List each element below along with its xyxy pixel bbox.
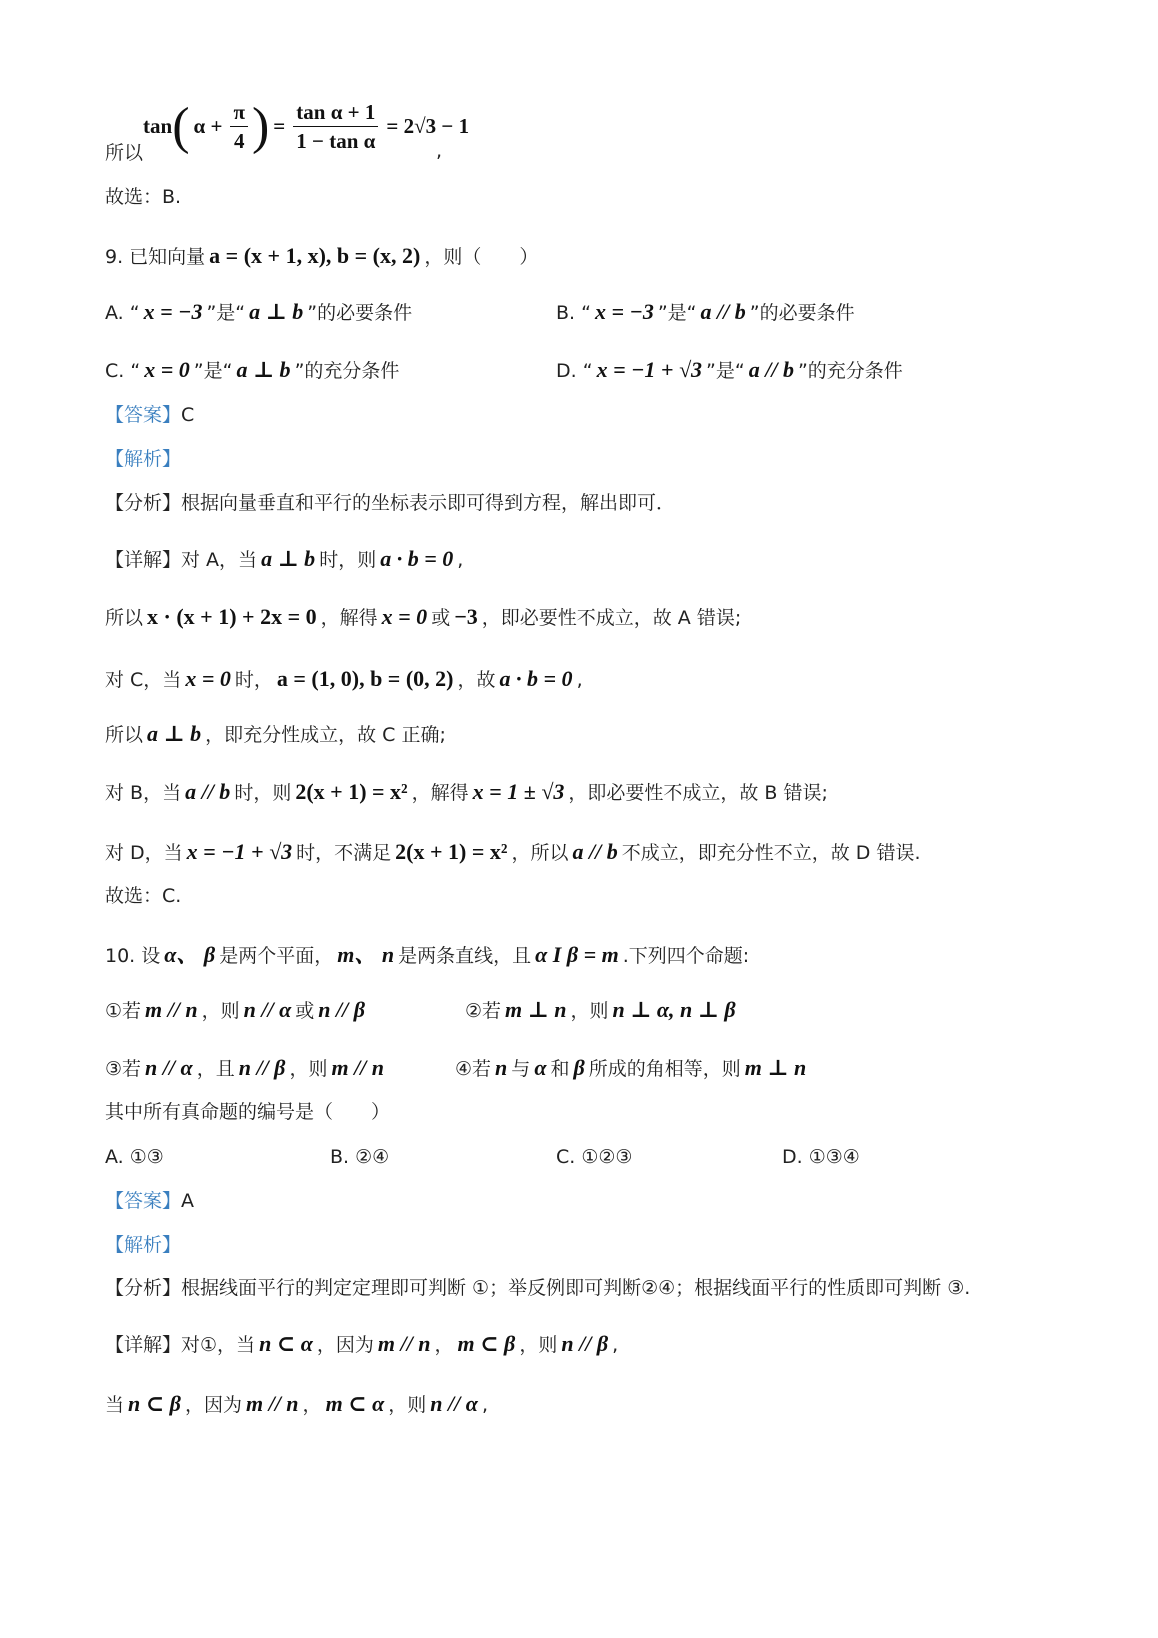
q10-p4-math2: α	[534, 1055, 547, 1080]
q9-optd-tail: ”的充分条件	[797, 360, 903, 382]
q9-optb-math2: a // b	[700, 299, 746, 324]
q10-d1-a: 对①，当	[181, 1334, 256, 1356]
q9-d1-math1: a ⊥ b	[261, 546, 316, 571]
q9-d4-b: ，即充分性成立，故 C 正确;	[205, 724, 446, 746]
q10-p4-a: ④若	[455, 1058, 492, 1080]
q9-fenxi	[105, 488, 675, 515]
q10-jiexi	[105, 1230, 181, 1257]
q9-d6-d: 不成立，即充分性不立，故 D 错误.	[621, 842, 921, 864]
q10-p1-math3: n // β	[318, 997, 366, 1022]
q9-d3-math2: a = (1, 0), b = (0, 2)	[276, 666, 454, 691]
q9-stem-suffix: ，则（ ）	[424, 246, 539, 268]
q9-option-c	[105, 356, 399, 383]
q10-detail-tag: 【详解】	[105, 1334, 182, 1356]
q9-d6-a: 对 D，当	[105, 842, 183, 864]
q10-fenxi	[105, 1273, 970, 1300]
q9-optc-tail: ”的充分条件	[294, 360, 400, 382]
q10-d1-math1: n ⊂ α	[259, 1331, 313, 1356]
q9-fenxi-text: 根据向量垂直和平行的坐标表示即可得到方程，解出即可．	[181, 492, 676, 514]
q10-choice-d	[782, 1146, 860, 1168]
q10-d2-math3: m ⊂ α	[325, 1391, 385, 1416]
tan-formula	[143, 98, 469, 155]
q10-choice-c	[556, 1146, 632, 1168]
q9-optd-label: D. “	[556, 360, 593, 382]
formula-four: 4	[233, 129, 245, 153]
formula-den: 1 − tan α	[296, 129, 376, 153]
q9-answer-value: C	[181, 404, 195, 426]
q9-stem	[105, 242, 538, 269]
q9-d2-d: ，即必要性不成立，故 A 错误;	[481, 607, 742, 629]
q10-stem-math1: α、 β	[164, 942, 216, 967]
q9-d5-d: ，即必要性不成立，故 B 错误;	[568, 782, 828, 804]
q9-d4-a: 所以	[105, 724, 144, 746]
q10-prop-3	[105, 1054, 388, 1081]
q10-choice-c-text: C. ①②③	[556, 1146, 633, 1168]
text-suoyi: 所以	[105, 142, 144, 164]
q9-choose	[105, 881, 181, 908]
q10-answer-value: A	[181, 1190, 195, 1212]
q9-detail-3	[105, 665, 583, 692]
q10-p4-math3: β	[573, 1055, 585, 1080]
text-comma: ,	[436, 140, 443, 162]
formula-num: tan α + 1	[293, 98, 378, 127]
q9-detail-4	[105, 720, 446, 747]
q10-detail-1	[105, 1330, 618, 1357]
q10-p3-math3: m // n	[331, 1055, 385, 1080]
q10-prop-2	[465, 996, 740, 1023]
q10-stem-a: 10. 设	[105, 945, 161, 967]
q10-d1-d: ，则	[519, 1334, 558, 1356]
q9-opta-label: A. “	[105, 302, 140, 324]
q9-optc-math2: a ⊥ b	[236, 357, 291, 382]
q9-detail-2	[105, 603, 741, 630]
q10-question	[105, 1097, 390, 1124]
q9-detail-6	[105, 838, 921, 865]
q9-detail-tag: 【详解】	[105, 549, 182, 571]
text-choose-b: 故选：B.	[105, 186, 182, 208]
q9-d3-a: 对 C，当	[105, 669, 182, 691]
formula-alpha-plus: α +	[193, 114, 223, 138]
q10-stem-math2: m、 n	[337, 942, 395, 967]
q10-d2-e: ,	[481, 1394, 488, 1416]
q10-p1-math2: n // α	[243, 997, 292, 1022]
q10-p2-math1: m ⊥ n	[505, 997, 567, 1022]
q9-d6-math2: 2(x + 1) = x²	[395, 839, 508, 864]
q10-stem	[105, 938, 749, 969]
q10-choice-b-text: B. ②④	[330, 1146, 390, 1168]
q10-d1-math2: m // n	[377, 1331, 431, 1356]
q9-optd-math2: a // b	[748, 357, 794, 382]
q10-answer-tag: 【答案】	[105, 1190, 182, 1212]
q9-opta-tail: ”的必要条件	[307, 302, 413, 324]
q9-d2-math3: −3	[454, 604, 478, 629]
q9-d2-c: 或	[431, 607, 451, 629]
q9-d5-math2: 2(x + 1) = x²	[295, 779, 408, 804]
q9-d1-c: ,	[457, 549, 464, 571]
q9-answer	[105, 400, 194, 427]
q9-d5-b: 时，则	[234, 782, 292, 804]
q9-d6-b: 时，不满足	[296, 842, 392, 864]
q10-stem-math3: α I β = m	[535, 942, 619, 967]
q10-d2-math4: n // α	[430, 1391, 478, 1416]
q9-detail-5	[105, 778, 828, 805]
q9-optb-math1: x = −3	[594, 299, 654, 324]
formula-pi: π	[230, 98, 248, 127]
q9-d5-a: 对 B，当	[105, 782, 182, 804]
formula-line-prefix	[105, 138, 143, 165]
q9-d5-math3: x = 1 ± √3	[472, 779, 565, 804]
q9-optd-math1: x = −1 + √3	[596, 357, 703, 382]
q10-p1-a: ①若	[105, 1000, 142, 1022]
q10-p2-a: ②若	[465, 1000, 502, 1022]
q9-opta-mid: ”是“	[206, 302, 246, 324]
q9-answer-tag: 【答案】	[105, 404, 182, 426]
q9-d5-c: ，解得	[411, 782, 469, 804]
q9-optc-label: C. “	[105, 360, 141, 382]
q10-p4-c: 和	[550, 1058, 570, 1080]
q9-d4-math1: a ⊥ b	[147, 721, 202, 746]
q9-d2-a: 所以	[105, 607, 144, 629]
q10-fenxi-text: 根据线面平行的判定定理即可判断 ①；举反例即可判断②④；根据线面平行的性质即可判断 ③.	[181, 1277, 971, 1299]
q10-prop-1	[105, 996, 369, 1023]
q10-p2-b: ，则	[570, 1000, 609, 1022]
q10-answer	[105, 1186, 194, 1213]
q9-d6-c: ，所以	[511, 842, 569, 864]
q9-stem-math: a = (x + 1, x), b = (x, 2)	[209, 243, 421, 268]
formula-rhs: = 2√3 − 1	[386, 114, 470, 138]
q10-stem-c: 是两条直线，且	[398, 945, 532, 967]
q10-p4-b: 与	[511, 1058, 531, 1080]
q9-optc-math1: x = 0	[144, 357, 190, 382]
q9-d3-d: ,	[576, 669, 583, 691]
q10-d1-math4: n // β	[561, 1331, 609, 1356]
q10-p4-math1: n	[495, 1055, 508, 1080]
q10-d1-b: ，因为	[316, 1334, 374, 1356]
q9-detail-1	[105, 545, 463, 572]
q9-d2-b: ，解得	[320, 607, 378, 629]
q10-p1-b: ，则	[201, 1000, 240, 1022]
q9-d6-math1: x = −1 + √3	[186, 839, 293, 864]
q9-d6-math3: a // b	[572, 839, 618, 864]
formula-main-frac	[293, 98, 378, 155]
q9-option-b	[556, 298, 855, 325]
formula-tan: tan	[143, 114, 173, 138]
formula-paren-left: (	[172, 97, 190, 155]
q10-d2-math2: m // n	[245, 1391, 299, 1416]
q10-d2-c: ，	[302, 1394, 322, 1416]
q9-opta-math2: a ⊥ b	[249, 299, 304, 324]
q10-prop-4	[455, 1054, 810, 1081]
q10-d2-a: 当	[105, 1394, 125, 1416]
formula-pi-frac	[230, 98, 248, 155]
q10-jiexi-tag: 【解析】	[105, 1234, 182, 1256]
q9-choose-text: 故选：C.	[105, 885, 182, 907]
q10-choice-a	[105, 1146, 164, 1168]
q9-d3-math3: a · b = 0	[499, 666, 573, 691]
q9-d3-math1: x = 0	[185, 666, 231, 691]
q9-optd-mid: ”是“	[706, 360, 745, 382]
q10-p3-math2: n // β	[238, 1055, 286, 1080]
q9-d5-math1: a // b	[185, 779, 231, 804]
q10-d1-math3: m ⊂ β	[457, 1331, 516, 1356]
q9-d1-b: 时，则	[319, 549, 377, 571]
q10-fenxi-tag: 【分析】	[105, 1277, 182, 1299]
q10-question-text: 其中所有真命题的编号是（ ）	[105, 1101, 391, 1123]
q10-choice-b	[330, 1146, 389, 1168]
q10-p3-c: ，则	[289, 1058, 328, 1080]
q10-d2-d: ，则	[388, 1394, 427, 1416]
q9-jiexi-tag: 【解析】	[105, 448, 182, 470]
q10-p4-d: 所成的角相等，则	[588, 1058, 741, 1080]
q9-option-a	[105, 298, 412, 325]
q9-fenxi-tag: 【分析】	[105, 492, 182, 514]
q10-p3-a: ③若	[105, 1058, 142, 1080]
q9-opta-math1: x = −3	[143, 299, 203, 324]
q9-optb-label: B. “	[556, 302, 591, 324]
q9-d2-math1: x · (x + 1) + 2x = 0	[147, 604, 317, 629]
q10-p1-c: 或	[295, 1000, 315, 1022]
formula-eq: =	[273, 114, 286, 138]
q10-d1-c: ，	[434, 1334, 454, 1356]
q9-optb-mid: ”是“	[657, 302, 697, 324]
formula-paren-right: )	[251, 97, 270, 155]
q9-d3-c: ，故	[457, 669, 496, 691]
formula-line-trail	[436, 140, 442, 162]
q9-d3-b: 时，	[234, 669, 273, 691]
q9-optb-tail: ”的必要条件	[749, 302, 855, 324]
q10-d1-e: ,	[612, 1334, 619, 1356]
q10-detail-2	[105, 1390, 488, 1417]
choose-b	[105, 182, 181, 209]
q10-p1-math1: m // n	[145, 997, 198, 1022]
q9-d1-math2: a · b = 0	[380, 546, 454, 571]
q10-stem-d: .下列四个命题:	[622, 945, 750, 967]
q10-p3-math1: n // α	[145, 1055, 193, 1080]
q10-choice-d-text: D. ①③④	[782, 1146, 860, 1168]
q10-stem-b: 是两个平面，	[219, 945, 334, 967]
q9-option-d	[556, 356, 903, 383]
q9-d2-math2: x = 0	[381, 604, 428, 629]
q10-p3-b: ，且	[196, 1058, 235, 1080]
q10-p2-math2: n ⊥ α, n ⊥ β	[612, 997, 736, 1022]
q9-jiexi	[105, 444, 181, 471]
q9-d1-a: 对 A，当	[181, 549, 258, 571]
q10-d2-b: ，因为	[184, 1394, 242, 1416]
q9-stem-prefix: 9. 已知向量	[105, 246, 206, 268]
q9-optc-mid: ”是“	[193, 360, 233, 382]
q10-p4-math4: m ⊥ n	[744, 1055, 807, 1080]
q10-choice-a-text: A. ①③	[105, 1146, 164, 1168]
q10-d2-math1: n ⊂ β	[128, 1391, 181, 1416]
